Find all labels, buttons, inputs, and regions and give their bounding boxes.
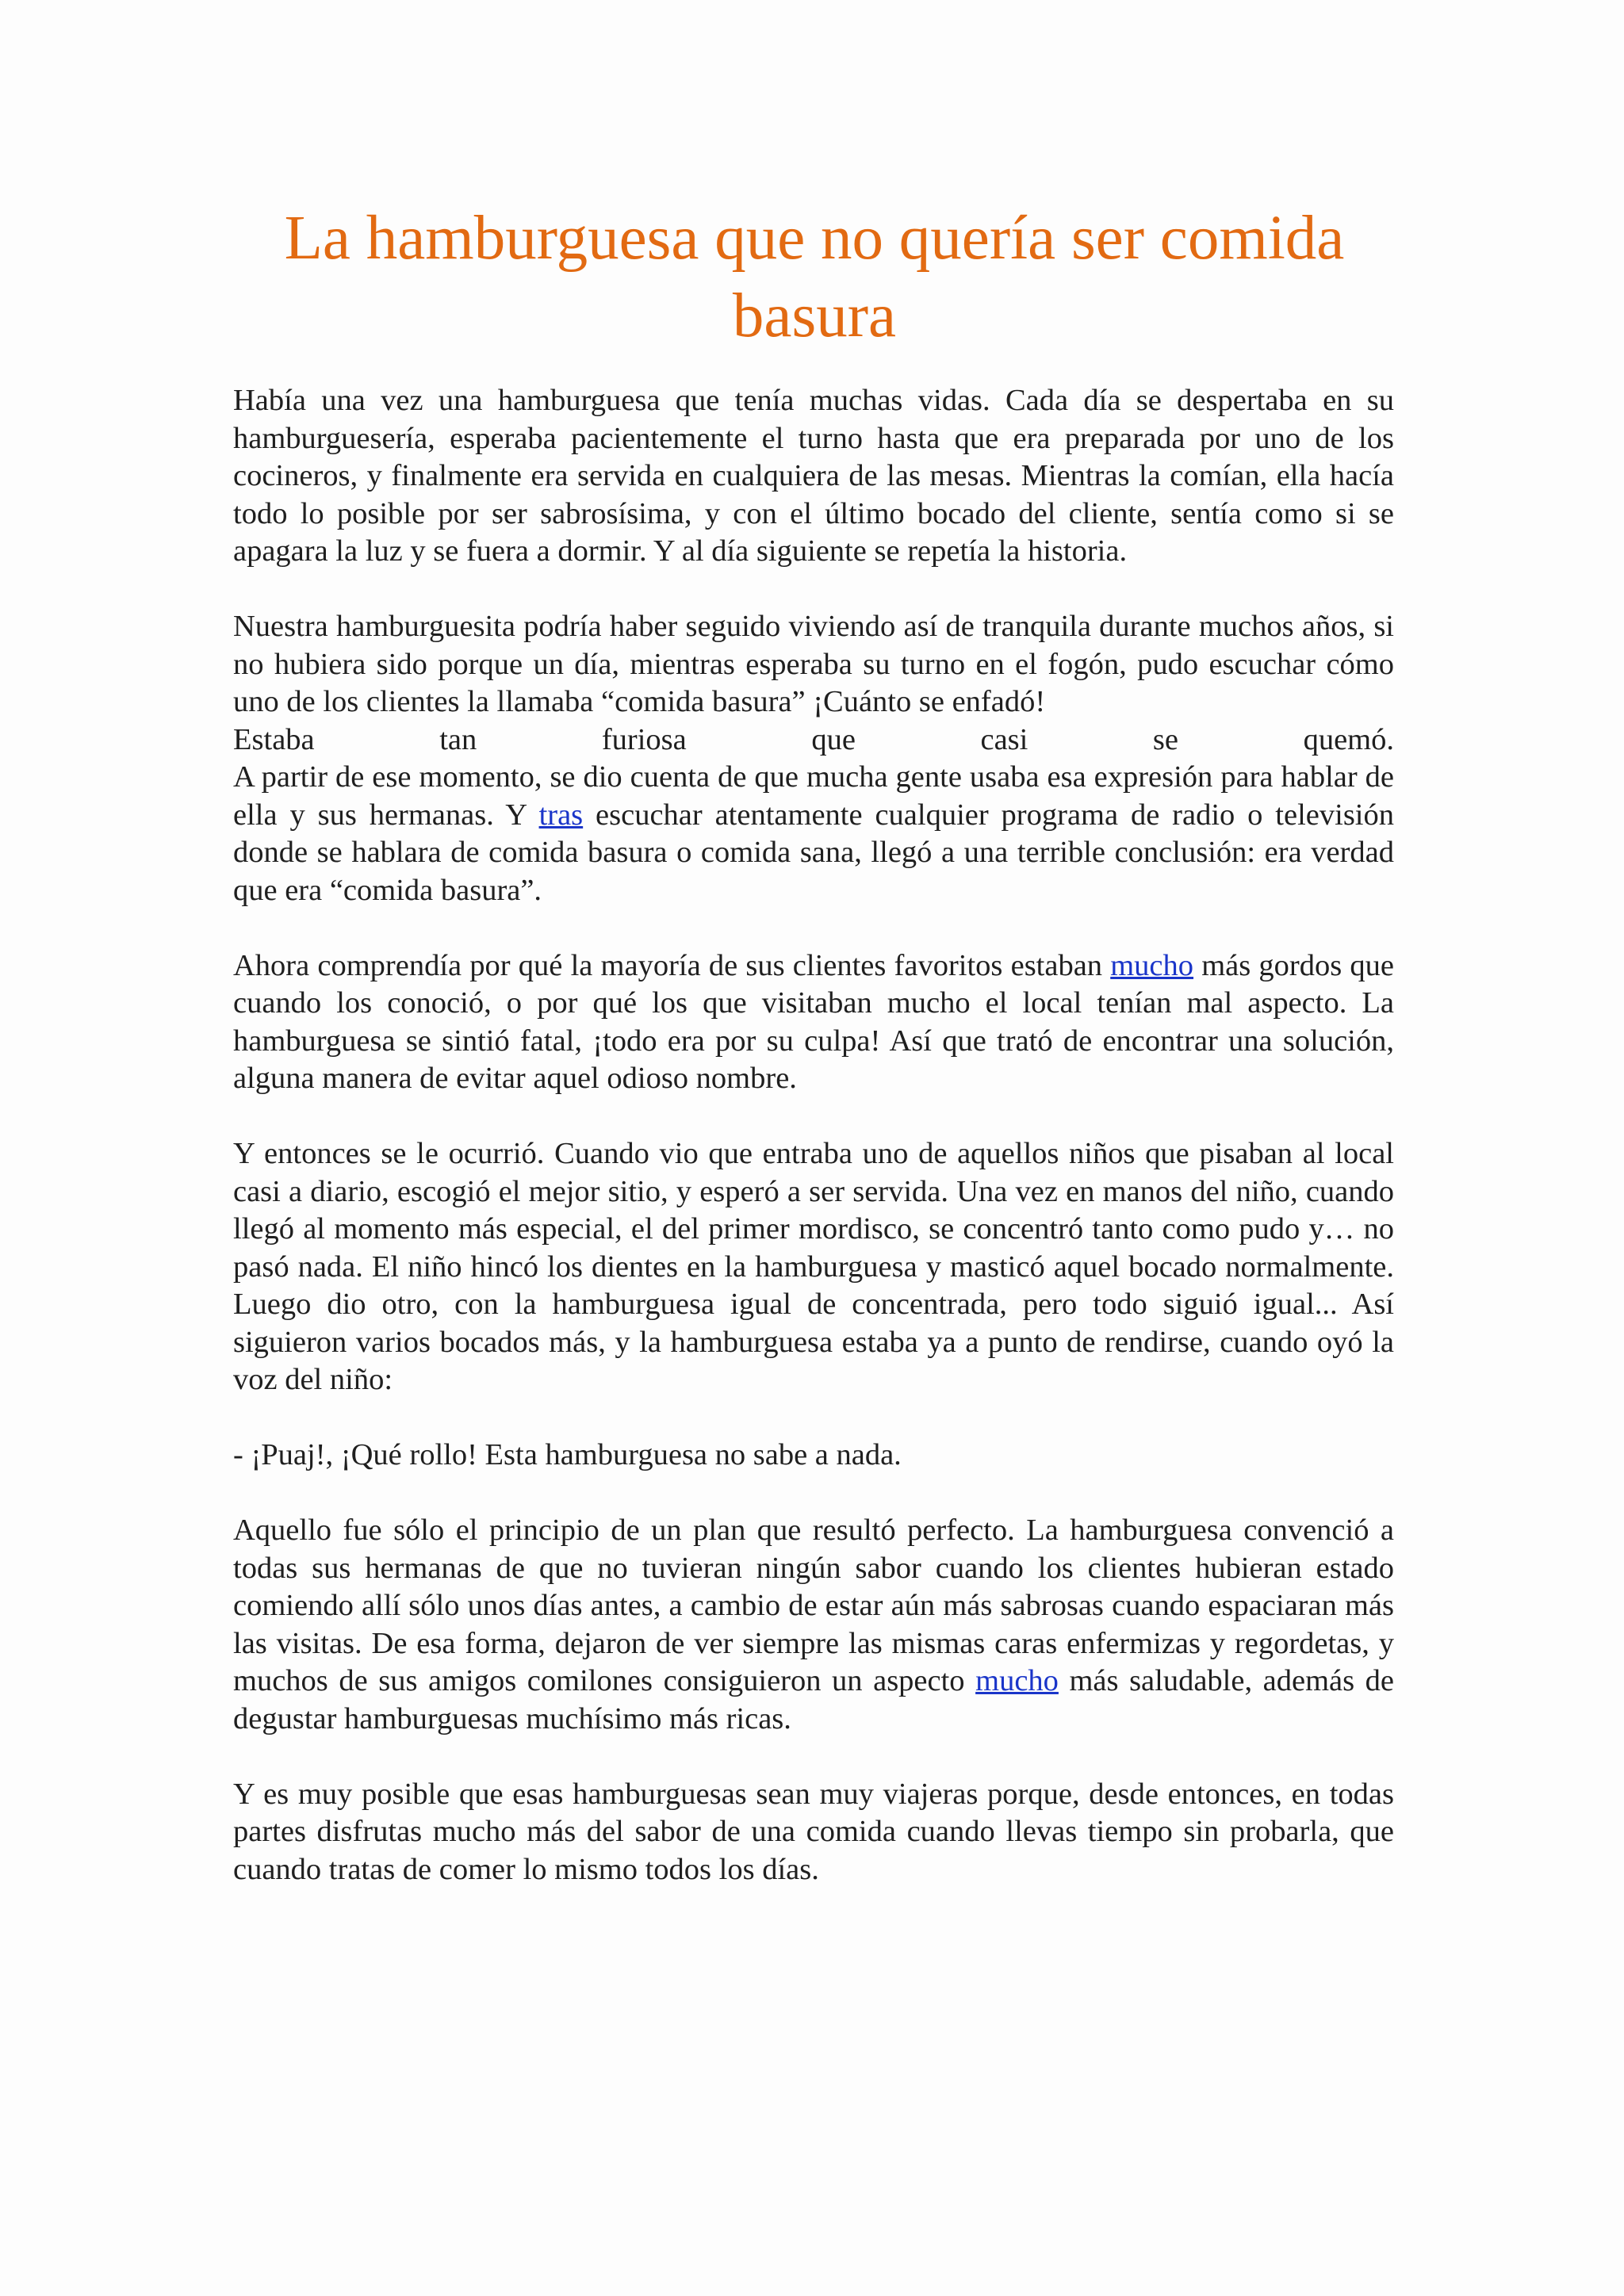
paragraph-2 [233,608,1394,909]
paragraph-6-text-after: más saludable, además de degustar hamburguesas muchísimo más ricas. [233,1664,1394,1735]
paragraph-2-text-c-before: A partir de ese momento, se dio cuenta de que mucha gente usaba esa expresión para hablar de ella y sus hermanas. Y [233,760,1394,832]
paragraph-6 [233,1512,1394,1738]
paragraph-2-text-b: Estaba tan furiosa que casi se quemó. [233,722,1394,756]
paragraph-7: Y es muy posible que esas hamburguesas sean muy viajeras porque, desde entonces, en todas partes disfrutas mucho más del sabor de una comida cuando llevas tiempo sin probarla, que cuando tratas de comer lo mismo todos los días. [233,1777,1394,1886]
paragraph-3-text-before: Ahora comprendía por qué la mayoría de sus clientes favoritos estaban [233,948,1111,982]
paragraph-1: Había una vez una hamburguesa que tenía muchas vidas. Cada día se despertaba en su hamburguesería, esperaba pacientemente el turno hasta que era preparada por uno de los cocineros, y finalmente era servida en cualquiera de las mesas. Mientras la comían, ella hacía todo lo posible por ser sabrosísima, y con el último bocado del cliente, sentía como si se apagara la luz y se fuera a dormir. Y al día siguiente se repetía la historia. [233,384,1394,568]
link-mucho-2[interactable]: mucho [975,1664,1059,1697]
paragraph-5-dialogue: - ¡Puaj!, ¡Qué rollo! Esta hamburguesa no sabe a nada. [233,1438,902,1471]
paragraph-2-text-a: Nuestra hamburguesita podría haber seguido viviendo así de tranquila durante muchos años, si no hubiera sido porque un día, mientras esperaba su turno en el fogón, pudo escuchar cómo uno de los clientes la llamaba “comida basura” ¡Cuánto se enfadó! [233,610,1394,718]
paragraph-2-text-c-after: escuchar atentamente cualquier programa de radio o televisión donde se hablara de comida basura o comida sana, llegó a una terrible conclusión: era verdad que era “comida basura”. [233,798,1395,907]
paragraph-3-text-after: más gordos que cuando los conoció, o por qué los que visitaban mucho el local tenían mal aspecto. La hamburguesa se sintió fatal, ¡todo era por su culpa! Así que trató de encontrar una solución, alguna manera de evitar aquel odioso nombre. [233,948,1394,1095]
document-body [233,382,1394,1927]
link-tras[interactable]: tras [538,798,584,832]
paragraph-6-text-before: Aquello fue sólo el principio de un plan que resultó perfecto. La hamburguesa convenció a todas sus hermanas de que no tuvieran ningún sabor cuando los clientes hubieran estado comiendo allí sólo unos días antes, a cambio de estar aún más sabrosas cuando espaciaran más las visitas. De esa forma, dejaron de ver siempre las mismas caras enfermizas y regordetas, y muchos de sus amigos comilones consiguieron un aspecto [233,1513,1394,1697]
link-mucho-1[interactable]: mucho [1110,948,1194,982]
paragraph-3 [233,947,1394,1098]
paragraph-4: Y entonces se le ocurrió. Cuando vio que entraba uno de aquellos niños que pisaban al local casi a diario, escogió el mejor sitio, y esperó a ser servida. Una vez en manos del niño, cuando llegó al momento más especial, el del primer mordisco, se concentró tanto como pudo y… no pasó nada. El niño hincó los dientes en la hamburguesa y masticó aquel bocado normalmente. Luego dio otro, con la hamburguesa igual de concentrada, pero todo siguió igual... Así siguieron varios bocados más, y la hamburguesa estaba ya a punto de rendirse, cuando oyó la voz del niño: [233,1137,1394,1396]
page-title: La hamburguesa que no quería ser comida basura [284,204,1345,350]
